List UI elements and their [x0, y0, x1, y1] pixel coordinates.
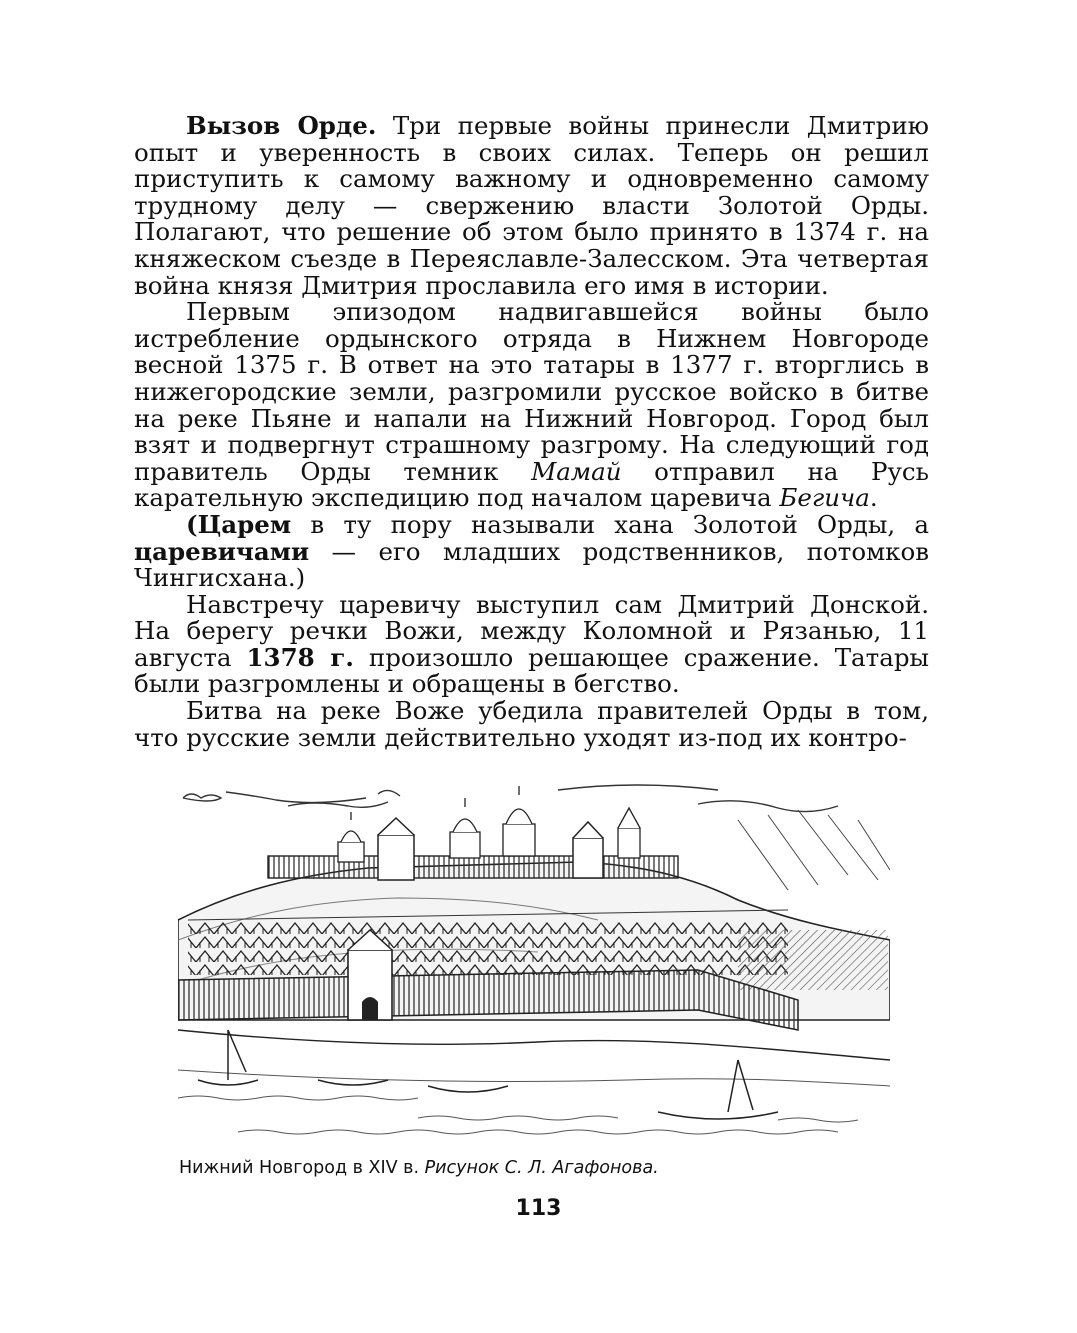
term-begich: Бегича	[779, 483, 870, 513]
town-houses	[188, 920, 788, 975]
paragraph-2: Первым эпизодом надвигавшейся войны было истребление ордынского отряда в Нижнем Новгороде весной 1375 г. В ответ на это татары в 1377 г. вторглись в нижегородские земли, разгромили русское войско в битве на реке Пьяне и напали на Нижний Новгород. Город был взят и подвергнут страшному разгрому. На следующий год правитель Орды темник Мамай отправил на Русь карательную экспедицию под началом царевича Бегича.	[134, 297, 929, 513]
rain	[738, 810, 890, 890]
clouds	[183, 785, 838, 812]
term-mamai: Мамай	[531, 456, 622, 486]
date-1378: 1378 г.	[246, 642, 354, 672]
water	[178, 1096, 858, 1134]
page-number: 113	[515, 1196, 562, 1221]
main-text	[134, 113, 929, 751]
paragraph-5: Битва на реке Воже убедила правителей Орды в том, что русские земли действительно уходят из-под их контро-	[134, 696, 929, 752]
paragraph-1: Вызов Орде. Три первые войны принесли Дмитрию опыт и уверенность в своих силах. Теперь он решил приступить к самому важному и одновременно самому трудному делу — свержению власти Золотой Орды. Полагают, что решение об этом было принято в 1374 г. на княжеском съезде в Переяславле-Залесском. Эта четвертая война князя Дмитрия прославила его имя в истории.	[134, 111, 929, 300]
paragraph-4: Навстречу царевичу выступил сам Дмитрий Донской. На берегу речки Вожи, между Коломной и Рязанью, 11 августа 1378 г. произошло решающее сражение. Татары были разгромлены и обращены в бегство.	[134, 589, 930, 699]
term-tsar: Царем	[197, 509, 292, 539]
paragraph-3: (Царем в ту пору называли хана Золотой Орды, а царевичами — его младших родственников, потомков Чингисхана.)	[134, 509, 929, 593]
term-tsarevichi: царевичами	[134, 536, 310, 566]
lead-heading: Вызов Орде.	[186, 111, 377, 140]
kremlin-upper-wall	[268, 786, 678, 880]
figure-caption: Нижний Новгород в XIV в. Рисунок С. Л. Агафонова.	[179, 1158, 659, 1178]
nizhny-novgorod-illustration	[178, 780, 890, 1148]
